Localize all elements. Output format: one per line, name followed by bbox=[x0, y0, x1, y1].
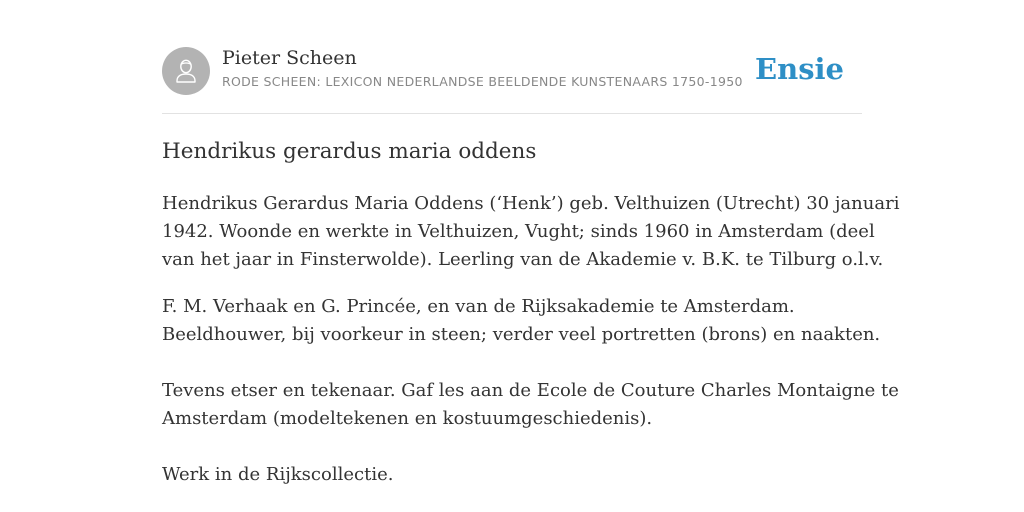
paragraph-line: Werk in de Rijkscollectie. bbox=[162, 464, 394, 485]
article-paragraph bbox=[162, 190, 900, 274]
paragraph-line: Amsterdam (modeltekenen en kostuumgeschiedenis). bbox=[162, 408, 653, 429]
ensie-logo[interactable]: Ensie bbox=[755, 52, 844, 86]
paragraph-line: Tevens etser en tekenaar. Gaf les aan de Ecole de Couture Charles Montaigne te bbox=[162, 380, 899, 401]
paragraph-line: 1942. Woonde en werkte in Velthuizen, Vught; sinds 1960 in Amsterdam (deel bbox=[162, 221, 875, 242]
article-header bbox=[162, 46, 862, 96]
article-paragraph bbox=[162, 293, 881, 349]
article-paragraph bbox=[162, 461, 862, 489]
source-name[interactable]: RODE SCHEEN: LEXICON NEDERLANDSE BEELDENDE KUNSTENAARS 1750-1950 bbox=[222, 74, 743, 89]
paragraph-line: van het jaar in Finsterwolde). Leerling van de Akademie v. B.K. te Tilburg o.l.v. bbox=[162, 249, 884, 270]
article-paragraph bbox=[162, 377, 899, 433]
paragraph-line: F. M. Verhaak en G. Princée, en van de Rijksakademie te Amsterdam. bbox=[162, 296, 795, 317]
author-name[interactable]: Pieter Scheen bbox=[222, 47, 357, 69]
article-card bbox=[162, 0, 900, 512]
paragraph-line: Beeldhouwer, bij voorkeur in steen; verder veel portretten (brons) en naakten. bbox=[162, 324, 881, 345]
user-icon bbox=[162, 47, 210, 95]
header-divider bbox=[162, 113, 862, 114]
author-avatar[interactable] bbox=[162, 47, 210, 95]
article-title: Hendrikus gerardus maria oddens bbox=[162, 139, 537, 164]
paragraph-line: Hendrikus Gerardus Maria Oddens (‘Henk’) geb. Velthuizen (Utrecht) 30 januari bbox=[162, 193, 900, 214]
